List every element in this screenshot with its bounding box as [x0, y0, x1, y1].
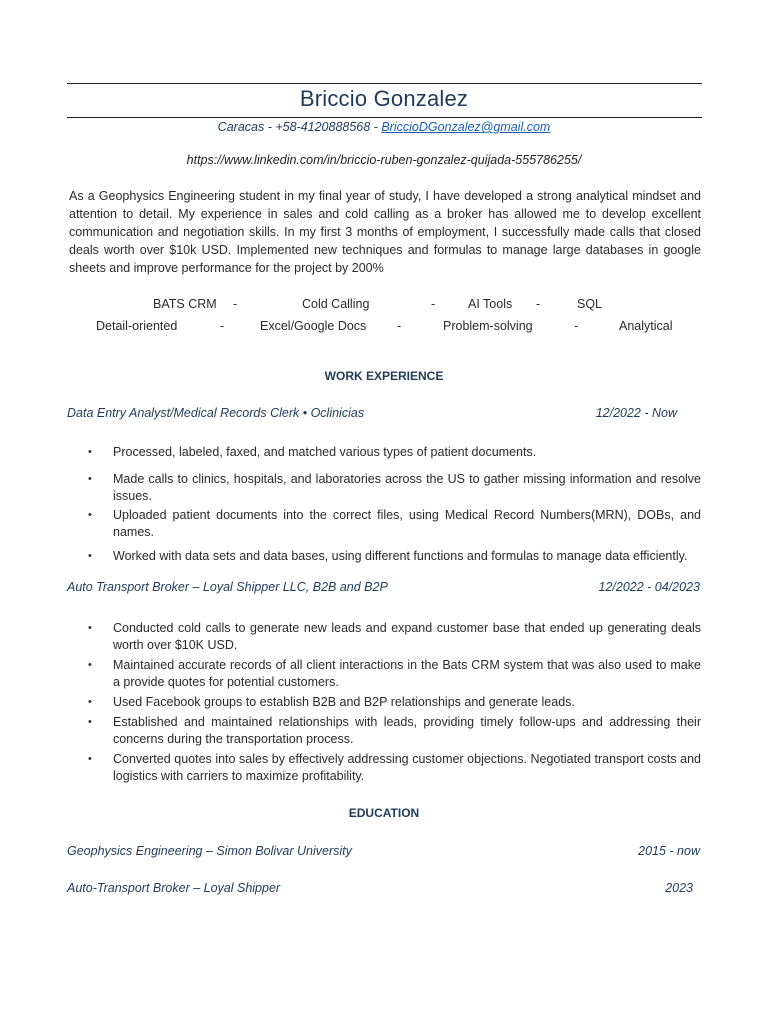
contact-line — [0, 120, 768, 134]
education-dates: 2023 — [665, 881, 693, 895]
job-bullet: • Established and maintained relationships with leads, providing timely follow-ups and addressing their concerns during the transportation process. — [88, 714, 701, 748]
skill-separator: - — [233, 297, 238, 311]
education-dates: 2015 - now — [638, 844, 700, 858]
education-title: Geophysics Engineering – Simon Bolivar University — [67, 844, 352, 858]
skill-separator: - — [536, 297, 541, 311]
job-bullet: • Converted quotes into sales by effectively addressing customer objections. Negotiated transport costs and logistics with carriers to maximize profitability. — [88, 751, 701, 785]
skills-row-1 — [0, 297, 768, 315]
job-bullet: • Worked with data sets and data bases, using different functions and formulas to manage data efficiently. — [88, 548, 701, 565]
education-title: Auto-Transport Broker – Loyal Shipper — [67, 881, 281, 895]
job-bullet: • Conducted cold calls to generate new leads and expand customer base that ended up generating deals worth over $10K USD. — [88, 620, 701, 654]
skills-row-2 — [0, 319, 768, 337]
name-underline-rule — [67, 117, 702, 118]
skill-item: Problem-solving — [443, 319, 533, 333]
job-dates: 12/2022 - 04/2023 — [598, 580, 700, 594]
job-title: Auto Transport Broker – Loyal Shipper LLC, B2B and B2P — [67, 580, 388, 594]
job-dates: 12/2022 - Now — [595, 406, 677, 420]
work-experience-heading: WORK EXPERIENCE — [324, 369, 444, 383]
skill-item: AI Tools — [468, 297, 513, 311]
skill-item: BATS CRM — [153, 297, 217, 311]
job-bullet: • Made calls to clinics, hospitals, and laboratories across the US to gather missing information and resolve issues. — [88, 471, 701, 505]
skill-separator: - — [397, 319, 402, 333]
linkedin-url[interactable]: https://www.linkedin.com/in/briccio-ruben-gonzalez-quijada-555786255/ — [186, 153, 582, 167]
candidate-name: Briccio Gonzalez — [299, 86, 469, 111]
job-bullet: • Uploaded patient documents into the correct files, using Medical Record Numbers(MRN), DOBs, and names. — [88, 507, 701, 541]
skill-item: SQL — [577, 297, 603, 311]
skill-item: Detail-oriented — [96, 319, 178, 333]
skill-item: Excel/Google Docs — [260, 319, 367, 333]
skill-separator: - — [574, 319, 579, 333]
skill-separator: - — [431, 297, 436, 311]
skill-separator: - — [220, 319, 225, 333]
email-link[interactable]: BriccioDGonzalez@gmail.com — [381, 120, 551, 134]
job-bullet: • Maintained accurate records of all client interactions in the Bats CRM system that was also used to make a provide quotes for potential customers. — [88, 657, 701, 691]
contact-location-phone: Caracas - +58-4120888568 - — [217, 120, 382, 134]
education-heading: EDUCATION — [348, 806, 420, 820]
job-bullet-list — [88, 444, 701, 565]
job-bullet: • Processed, labeled, faxed, and matched various types of patient documents. — [88, 444, 701, 461]
job-title: Data Entry Analyst/Medical Records Clerk • Oclinicias — [67, 406, 365, 420]
skill-item: Cold Calling — [302, 297, 370, 311]
job-bullet-list — [88, 620, 701, 785]
top-rule — [67, 83, 702, 84]
skill-item: Analytical — [619, 319, 673, 333]
professional-summary: As a Geophysics Engineering student in my final year of study, I have developed a strong analytical mindset and attention to detail. My experience in sales and cold calling as a broker has allowed me to develop excellent communication and negotiation skills. In my first 3 months of employment, I successfully made calls that closed deals worth over $10k USD. Implemented new techniques and formulas to manage large databases in google sheets and improve performance for the project by 200% — [69, 189, 701, 275]
job-bullet: • Used Facebook groups to establish B2B and B2P relationships and generate leads. — [88, 694, 701, 711]
